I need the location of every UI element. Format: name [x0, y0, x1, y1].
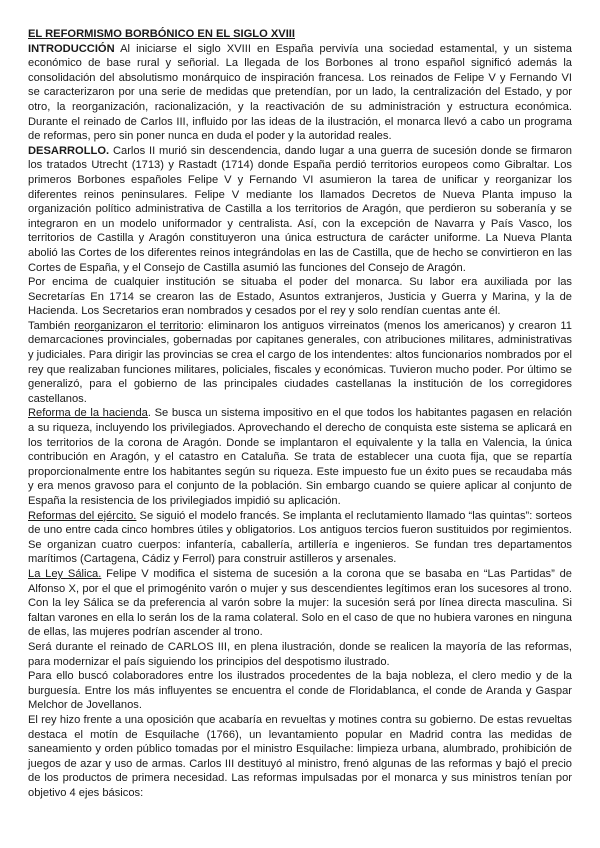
paragraph-text: Carlos II murió sin descendencia, dando lugar a una guerra de sucesión donde se firmaron los tratados Utrecht (1713) y Rastadt (1714) donde España perdió territorios europeos como Gibraltar. Los primeros Borbones españoles Felipe V y Fernando VI asumieron la tarea de unificar y reorganizar los diferentes reinos peninsulares. Felipe V mediante los llamados Decretos de Nueva Planta impuso la organización político administrativa de Castilla a los territorios de Aragón, que perdieron su soberanía y se integraron en un modelo uniformador y centralista. Así, con la excepción de Navarra y País Vasco, los territorios de Castilla y Aragón constituyeron una única estructura de carácter uniforme. La Nueva Planta abolió las Cortes de los diferentes reinos integrándolas en las de Castilla, que de hecho se convirtieron en las Cortes de España, y el Consejo de Castilla asumió las funciones del Consejo de Aragón.	[28, 144, 572, 274]
paragraph-text: Para ello buscó colaboradores entre los ilustrados procedentes de la baja nobleza, el clero medio y de la burguesía. Entre los más influyentes se encuentra el conde de Floridablanca, el conde de Aranda y Gaspar Melchor de Jovellanos.	[28, 670, 572, 712]
underlined-term: Reformas del ejército.	[28, 509, 137, 522]
heading-desarrollo: DESARROLLO.	[28, 144, 110, 157]
paragraph-text: Por encima de cualquier institución se situaba el poder del monarca. Su labor era auxiliada por las Secretarías En 1714 se crearon las de Estado, Asuntos extranjeros, Justicia y Guerra y Marina, y la de Hacienda. Los Secretarios eran nombrados y cesados por el rey y solo rendían cuentas ante él.	[28, 276, 572, 318]
heading-introduccion: INTRODUCCIÓN	[28, 42, 115, 55]
paragraph-text: Al iniciarse el siglo XVIII en España pervivía una sociedad estamental, y un sistema económico de base rural y señorial. La llegada de los Borbones al trono español significó además la consolidación del absolutismo monárquico de inspiración francesa. Los reinados de Felipe V y Fernando VI se caracterizaron por una serie de medidas que pretendían, por un lado, la centralización del Estado, y por otro, la reorganización, racionalización, y la reactivación de su administración y estructura económica. Durante el reinado de Carlos III, influido por las ideas de la ilustración, el monarca llevó a cabo un programa de reformas, pero sin poner nunca en duda el poder y la autoridad reales.	[28, 42, 572, 143]
paragraph-hacienda	[28, 406, 572, 508]
underlined-term: La Ley Sálica.	[28, 567, 102, 580]
paragraph-ejercito	[28, 509, 572, 567]
paragraph-territorio	[28, 319, 572, 407]
paragraph-text: Se siguió el modelo francés. Se implanta el reclutamiento llamado “las quintas”: sorteos de uno entre cada cinco hombres útiles y obligatorios. Los antiguos tercios fueron sustituidos por regimientos. Se organizan cuatro cuerpos: infantería, caballería, artillería e ingenieros. Se fundan tres departamentos marítimos (Cartagena, Cádiz y Ferrol) para construir astilleros y arsenales.	[28, 509, 572, 566]
paragraph-text: El rey hizo frente a una oposición que acabaría en revueltas y motines contra su gobierno. De estas revueltas destaca el motín de Esquilache (1766), un levantamiento popular en Madrid contra las medidas de saneamiento y orden público tomadas por el ministro Esquilache: limpieza urbana, alumbrado, prohibición de juegos de azar y uso de armas. Carlos III destituyó al ministro, frenó algunas de las reformas y bajó el precio de los productos de primera necesidad. Las reformas impulsadas por el monarca y sus ministros tenían por objetivo 4 ejes básicos:	[28, 713, 572, 799]
underlined-term: reorganizaron el territorio	[74, 319, 201, 332]
paragraph-text: Será durante el reinado de CARLOS III, en plena ilustración, donde se realicen la mayoría de las reformas, para modernizar el país siguiendo los principios del despotismo ilustrado.	[28, 640, 572, 668]
paragraph-text: : eliminaron los antiguos virreinatos (menos los americanos) y crearon 11 demarcaciones provinciales, gobernadas por capitanes generales, con atribuciones militares, administrativas y judiciales. Para dirigir las provincias se crea el cargo de los intendentes: altos funcionarios nombrados por el rey que realizaban funciones militares, policiales, fiscales y económicas. Tuvieron mucho poder. Por último se generalizó, para el gobierno de las principales ciudades castellanas la institución de los corregidores castellanos.	[28, 319, 572, 405]
paragraph-introduccion	[28, 42, 572, 144]
paragraph-desarrollo	[28, 144, 572, 275]
paragraph-text: Felipe V modifica el sistema de sucesión a la corona que se basaba en “Las Partidas” de Alfonso X, por el que el primogénito varón o mujer y sus descendientes legítimos eran los sucesores al trono. Con la ley Sálica se da preferencia al varón sobre la mujer: la sucesión será por línea directa masculina. Si faltan varones en ella lo serán los de la rama colateral. Solo en el caso de que no hubiera varones en ninguna de ellas, las mujeres podrían ascender al trono.	[28, 567, 572, 639]
underlined-term: Reforma de la hacienda	[28, 407, 148, 420]
paragraph-carlos-iii	[28, 640, 572, 669]
document-title: EL REFORMISMO BORBÓNICO EN EL SIGLO XVIII	[28, 28, 295, 40]
paragraph-ley-salica	[28, 567, 572, 640]
document-page	[28, 27, 572, 800]
paragraph-text: . Se busca un sistema impositivo en el que todos los habitantes pagasen en relación a su riqueza, incluyendo los privilegiados. Aprovechando el derecho de conquista este sistema se aplicará en los territorios de la corona de Aragón. Donde se implantaron el equivalente y la talla en Valencia, la única contribución en Aragón, y el catastro en Cataluña. Se trata de establecer una cuota fija, que se repartía proporcionalmente entre los habitantes según su riqueza. Este impuesto fue un éxito pues se recaudaba más y era menos gravoso para el conjunto de la población. Sin embargo cuando se quiere aplicar al conjunto de España la resistencia de los privilegiados impidió su aplicación.	[28, 407, 572, 507]
paragraph-lead: También	[28, 319, 75, 332]
paragraph-monarca	[28, 275, 572, 319]
paragraph-oposicion	[28, 713, 572, 801]
paragraph-colaboradores	[28, 669, 572, 713]
